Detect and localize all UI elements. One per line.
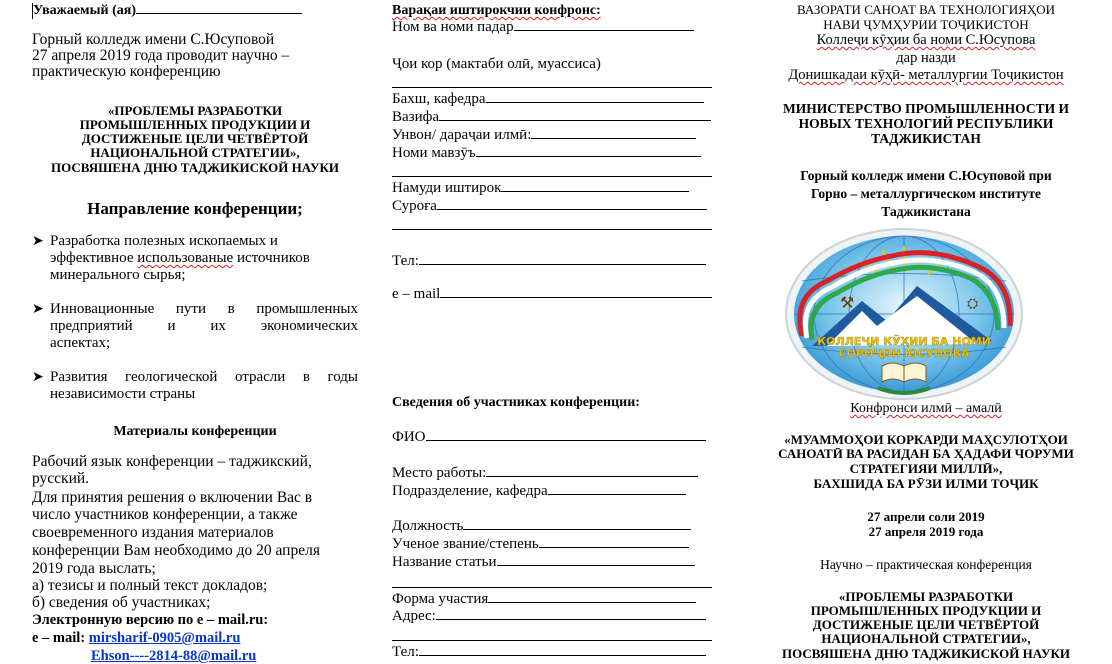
field-blank[interactable] <box>419 654 706 656</box>
ru-ministry-line: МИНИСТЕРСТВО ПРОМЫШЛЕННОСТИ И <box>783 101 1069 116</box>
field-blank[interactable] <box>463 528 691 530</box>
email-label: е – mail: <box>32 630 89 646</box>
ru-college-line: Горно – металлургическом институте <box>810 186 1042 201</box>
field-label: Суроға <box>392 198 437 214</box>
college-logo <box>782 226 1030 402</box>
field-label: Тел: <box>392 253 419 269</box>
tj-field-topic[interactable] <box>392 146 701 161</box>
ru-title-line: НАЦИОНАЛЬНОЙ СТРАТЕГИИ», <box>821 631 1031 646</box>
field-label: Должность <box>392 518 464 534</box>
field-blank[interactable] <box>437 208 707 210</box>
field-blank[interactable] <box>419 263 706 265</box>
tj-field-department[interactable] <box>392 92 704 107</box>
tj-form-heading-text: Варақаи иштирокчии конфронс: <box>392 3 601 18</box>
field-blank[interactable] <box>476 155 701 157</box>
tj-field-workplace[interactable] <box>392 57 601 72</box>
title-line: «ПРОБЛЕМЫ РАЗРАБОТКИ <box>107 103 283 118</box>
arrow-bullet-icon: ➤ <box>32 302 44 317</box>
tj-field-address[interactable] <box>392 199 707 214</box>
ru-conf-type: Научно – практическая конференция <box>820 557 1032 572</box>
materials-line: а) тезисы и полный текст докладов; <box>32 577 268 594</box>
field-label: Ҷои кор (мактаби олӣ, муассиса) <box>392 56 601 72</box>
field-label: ФИО <box>392 429 426 445</box>
ru-field-fio[interactable] <box>392 430 706 445</box>
ru-form-heading: Сведения об участниках конференции: <box>392 395 640 410</box>
ru-ministry-line: НОВЫХ ТЕХНОЛОГИЙ РЕСПУБЛИКИ <box>798 116 1054 131</box>
intro-line-2: 27 апреля 2019 года проводит научно – <box>32 47 290 64</box>
email-line-2 <box>91 649 256 664</box>
field-blank[interactable] <box>436 618 706 620</box>
tj-conf-type-text: Конфронси илмӣ – амалӣ <box>850 401 1002 416</box>
direction-2-line: аспектах; <box>50 335 111 351</box>
ru-college-line: Горный колледж имени С.Юсуповой при <box>800 168 1052 183</box>
materials-line: 2019 года выслать; <box>32 560 156 577</box>
materials-line: б) сведения об участниках; <box>32 594 211 611</box>
ru-field-address[interactable] <box>392 609 706 624</box>
field-blank[interactable] <box>539 546 689 548</box>
field-blank-line[interactable] <box>392 176 712 177</box>
field-blank[interactable] <box>531 137 696 139</box>
tj-field-email[interactable] <box>392 287 712 302</box>
tj-field-participation[interactable] <box>392 181 689 196</box>
direction-2-line: предприятий и их экономических <box>50 318 358 334</box>
materials-line: своевременного издания материалов <box>32 524 274 541</box>
tj-field-phone[interactable] <box>392 254 706 269</box>
field-blank[interactable] <box>486 101 704 103</box>
ru-college-line: Таджикистана <box>881 204 971 219</box>
email-line <box>32 631 240 646</box>
tj-field-degree[interactable] <box>392 128 696 143</box>
field-blank[interactable] <box>501 190 689 192</box>
field-label: Место работы: <box>392 465 487 481</box>
directions-heading: Направление конференции; <box>87 199 303 218</box>
email-link-1[interactable]: mirsharif-0905@mail.ru <box>88 630 241 646</box>
tj-title-line: «МУАММОҲОИ КОРКАРДИ МАҲСУЛОТҲОИ <box>784 432 1068 447</box>
greeting-text: Уважаемый (ая) <box>33 3 136 18</box>
title-line: ПРОМЫШЛЕННЫХ ПРОДУКЦИИ И <box>79 117 311 132</box>
ru-field-workplace[interactable] <box>392 466 698 481</box>
materials-line: русский. <box>32 470 90 487</box>
ru-ministry-line: ТАДЖИКИСТАН <box>871 131 981 146</box>
direction-3-line: Развития геологической отрасли в годы <box>50 369 358 385</box>
date-line: 27 апрели соли 2019 <box>867 509 985 524</box>
field-label: Номи мавзӯъ <box>392 145 476 161</box>
field-blank[interactable] <box>426 439 706 441</box>
date-line: 27 апреля 2019 года <box>868 524 984 539</box>
materials-heading: Материалы конференции <box>113 424 277 439</box>
tj-title-line: САНОАТӢ ВА РАСИДАН БА ҲАДАФИ ЧОРУМИ <box>778 446 1074 461</box>
field-label: Форма участия <box>392 591 489 607</box>
direction-3-line: независимости страны <box>50 386 196 402</box>
email-heading: Электронную версию по е – mail.ru: <box>32 612 269 628</box>
ru-title-line: «ПРОБЛЕМЫ РАЗРАБОТКИ <box>838 589 1014 604</box>
field-label: Ученое звание/степень <box>392 536 539 552</box>
direction-1-line: минерального сырья; <box>50 267 186 283</box>
greeting-line[interactable] <box>33 4 302 18</box>
intro-line-3: практическую конференцию <box>32 63 221 80</box>
tj-college-line <box>740 68 1112 83</box>
logo-text-line: СОРОҶОН ЮСУПОВА <box>838 347 970 360</box>
tj-college-line: дар назди <box>896 50 956 66</box>
field-blank[interactable] <box>514 29 694 31</box>
arrow-bullet-icon: ➤ <box>32 234 44 249</box>
tj-field-name[interactable] <box>392 20 694 35</box>
field-blank[interactable] <box>548 493 686 495</box>
ru-field-article[interactable] <box>392 555 695 570</box>
tj-form-heading <box>392 4 601 18</box>
field-label: Название статьи <box>392 554 497 570</box>
direction-2-line: Инновационные пути в промышленных <box>50 301 358 317</box>
mine-tower-icon: ⛭ <box>967 296 979 312</box>
ru-title-line: ПРОМЫШЛЕННЫХ ПРОДУКЦИИ И <box>810 603 1042 618</box>
arrow-bullet-icon: ➤ <box>32 370 44 385</box>
field-label: Тел: <box>392 644 419 660</box>
ru-field-form[interactable] <box>392 592 696 607</box>
ru-field-position[interactable] <box>392 519 691 534</box>
title-line: ПОСВЯШЕНА ДНЮ ТАДЖИКИСКОЙ НАУКИ <box>50 160 340 175</box>
tj-title-line: БАХШИДА БА РӮЗИ ИЛМИ ТОҶИК <box>813 476 1039 491</box>
tj-ministry-line: ВАЗОРАТИ САНОАТ ВА ТЕХНОЛОГИЯҲОИ <box>796 2 1056 17</box>
field-label: Бахш, кафедра <box>392 91 486 107</box>
greeting-blank[interactable] <box>136 12 302 14</box>
intro-line-1: Горный колледж имени С.Юсуповой <box>32 31 275 48</box>
materials-line: конференции Вам необходимо до 20 апреля <box>32 542 320 559</box>
field-label: Подразделение, кафедра <box>392 483 548 499</box>
field-blank-line[interactable] <box>392 640 712 641</box>
field-blank[interactable] <box>488 601 696 603</box>
direction-1-line: Разработка полезных ископаемых и <box>50 233 278 249</box>
tj-field-position[interactable] <box>392 110 711 125</box>
field-blank[interactable] <box>440 296 712 298</box>
field-label: Адрес: <box>392 608 436 624</box>
field-blank-line[interactable] <box>392 587 712 588</box>
field-blank[interactable] <box>439 119 711 121</box>
field-label: Унвон/ дараҷаи илмӣ: <box>392 127 532 143</box>
field-blank-line[interactable] <box>392 87 712 88</box>
field-blank[interactable] <box>497 564 695 566</box>
materials-line: Рабочий язык конференции – таджикский, <box>32 453 312 470</box>
logo-text-line: КОЛЛЕҶИ КӮҲИИ БА НОМИ <box>817 335 991 348</box>
ru-title-line: ПОСВЯШЕНА ДНЮ ТАДЖИКИСКОЙ НАУКИ <box>781 646 1071 661</box>
tj-ministry-line: НАВИ ҶУМҲУРИИ ТОҶИКИСТОН <box>823 17 1029 32</box>
field-label: Ном ва номи падар <box>392 19 514 35</box>
tj-institute-text: Донишкадаи кӯҳӣ- металлургии Тоҷикистон <box>788 67 1064 83</box>
tj-college-text: Коллеҷи кӯҳии ба номи С.Юсупова <box>816 32 1036 48</box>
materials-line: Для принятия решения о включении Вас в <box>32 489 313 506</box>
field-label: Намуди иштирок <box>392 180 502 196</box>
field-label: е – mail <box>392 286 441 302</box>
field-blank[interactable] <box>486 475 698 477</box>
tj-title-line: СТРАТЕГИЯИ МИЛЛӢ», <box>849 461 1003 476</box>
ru-field-department[interactable] <box>392 484 686 499</box>
materials-line: число участников конференции, а также <box>32 506 298 523</box>
field-label: Вазифа <box>392 109 439 125</box>
tj-college-line <box>740 33 1112 48</box>
field-blank-line[interactable] <box>392 229 712 230</box>
title-line: ДОСТИЖЕНЫЕ ЦЕЛИ ЧЕТВЁРТОЙ <box>81 131 309 146</box>
title-line: НАЦИОНАЛЬНОЙ СТРАТЕГИИ», <box>90 145 300 160</box>
pickaxes-icon: ⚒ <box>840 293 855 312</box>
direction-1-line: эффективное использованые источников <box>50 250 310 266</box>
book-icon <box>882 363 926 382</box>
ru-title-line: ДОСТИЖЕНЫЕ ЦЕЛИ ЧЕТВЁРТОЙ <box>812 617 1040 632</box>
ru-field-phone[interactable] <box>392 645 706 660</box>
ru-field-degree[interactable] <box>392 537 689 552</box>
email-link-2[interactable]: Ehson----2814-88@mail.ru <box>91 648 257 664</box>
tj-conf-type <box>740 402 1112 416</box>
